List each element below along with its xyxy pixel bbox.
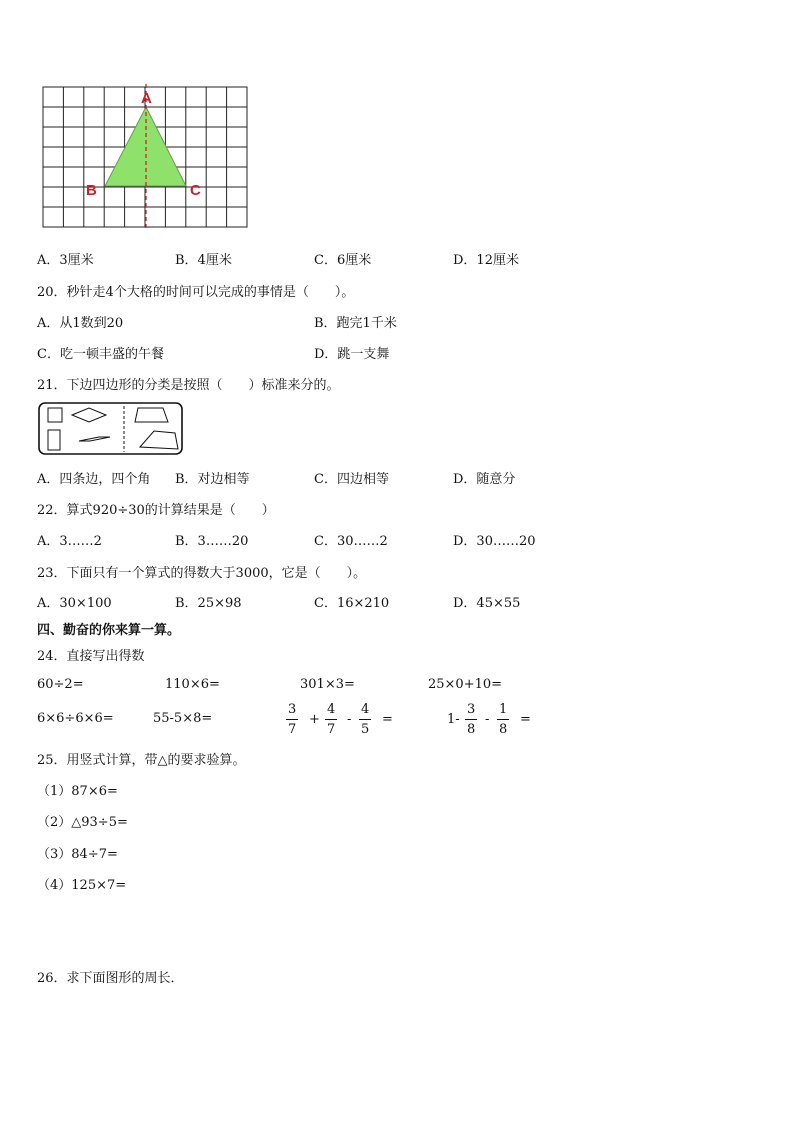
square-shape: [48, 408, 62, 422]
q26-stem: 26．求下面图形的周长．: [37, 971, 184, 986]
q21-option-a[interactable]: A．四条边，四个角: [37, 472, 151, 487]
fraction-numerator: 3: [286, 703, 298, 720]
vertex-label-a: A: [141, 90, 152, 107]
q21-option-c[interactable]: C．四边相等: [314, 472, 389, 487]
vertex-label-c: C: [190, 182, 201, 199]
fraction-denominator: 7: [327, 722, 336, 737]
q25-item-2: （2）△93÷5=: [37, 815, 128, 830]
q24-item-5: 6×6÷6×6=: [37, 711, 114, 726]
q20-option-b[interactable]: B．跑完1千米: [314, 316, 397, 331]
section-4-heading: 四、勤奋的你来算一算。: [37, 623, 181, 638]
grid-triangle-figure: [40, 84, 252, 232]
trapezoid-shape: [135, 408, 168, 422]
fraction-denominator: 8: [467, 722, 476, 737]
equals-sign: =: [520, 712, 531, 727]
q19-option-d[interactable]: D．12厘米: [453, 253, 519, 268]
q24-stem: 24．直接写出得数: [37, 649, 145, 664]
q24-item-4: 25×0+10=: [428, 677, 503, 692]
q24-item-6: 55-5×8=: [153, 711, 213, 726]
q24-item-1: 60÷2=: [37, 677, 84, 692]
q20-option-a[interactable]: A．从1数到20: [37, 316, 124, 331]
q21-stem: 21．下边四边形的分类是按照（ ）标准来分的。: [37, 378, 340, 393]
minus-sign: -: [485, 712, 490, 727]
plus-sign: +: [309, 712, 320, 727]
q24-fraction-5: [497, 703, 509, 736]
q22-option-a[interactable]: A．3……2: [37, 534, 102, 549]
fraction-denominator: 5: [361, 722, 370, 737]
fraction-numerator: 3: [465, 703, 477, 720]
q19-option-a[interactable]: A．3厘米: [37, 253, 94, 268]
q24-item-3: 301×3=: [300, 677, 355, 692]
q25-item-3: （3）84÷7=: [37, 847, 118, 862]
fraction-denominator: 7: [288, 722, 297, 737]
fraction-numerator: 1: [497, 703, 509, 720]
fraction-numerator: 4: [359, 703, 371, 720]
q22-option-c[interactable]: C．30……2: [314, 534, 388, 549]
q24-item-2: 110×6=: [165, 677, 220, 692]
fraction-denominator: 8: [499, 722, 508, 737]
q24-fraction-4: [465, 703, 477, 736]
q24-fraction-1: [286, 703, 298, 736]
rhombus-shape: [72, 408, 106, 422]
q25-stem: 25．用竖式计算，带△的要求验算。: [37, 753, 246, 768]
q22-option-b[interactable]: B．3……20: [175, 534, 249, 549]
q25-item-1: （1）87×6=: [37, 784, 118, 799]
vertex-label-b: B: [86, 182, 97, 199]
fraction-numerator: 4: [325, 703, 337, 720]
minus-sign: -: [347, 712, 352, 727]
rectangle-shape: [48, 430, 60, 450]
parallelogram-shape: [79, 437, 110, 441]
q23-option-c[interactable]: C．16×210: [314, 596, 390, 611]
quadrilateral-classification-figure: [37, 400, 185, 458]
q19-option-c[interactable]: C．6厘米: [314, 253, 372, 268]
q24-fraction-2: [325, 703, 337, 736]
q19-option-b[interactable]: B．4厘米: [175, 253, 232, 268]
q25-item-4: （4）125×7=: [37, 878, 127, 893]
q22-stem: 22．算式920÷30的计算结果是（ ）: [37, 503, 275, 518]
equals-sign: =: [382, 712, 393, 727]
q20-option-d[interactable]: D．跳一支舞: [314, 347, 390, 362]
q21-option-d[interactable]: D．随意分: [453, 472, 516, 487]
q22-option-d[interactable]: D．30……20: [453, 534, 536, 549]
q23-option-b[interactable]: B．25×98: [175, 596, 242, 611]
q23-stem: 23．下面只有一个算式的得数大于3000，它是（ ）。: [37, 566, 367, 581]
q23-option-d[interactable]: D．45×55: [453, 596, 521, 611]
q20-option-c[interactable]: C．吃一顿丰盛的午餐: [37, 347, 164, 362]
irregular-quadrilateral-shape: [140, 431, 178, 449]
q24-fraction-3: [359, 703, 371, 736]
leading-term: 1-: [447, 712, 460, 727]
q23-option-a[interactable]: A．30×100: [37, 596, 112, 611]
q21-option-b[interactable]: B．对边相等: [175, 472, 250, 487]
q20-stem: 20．秒针走4个大格的时间可以完成的事情是（ ）。: [37, 285, 355, 300]
